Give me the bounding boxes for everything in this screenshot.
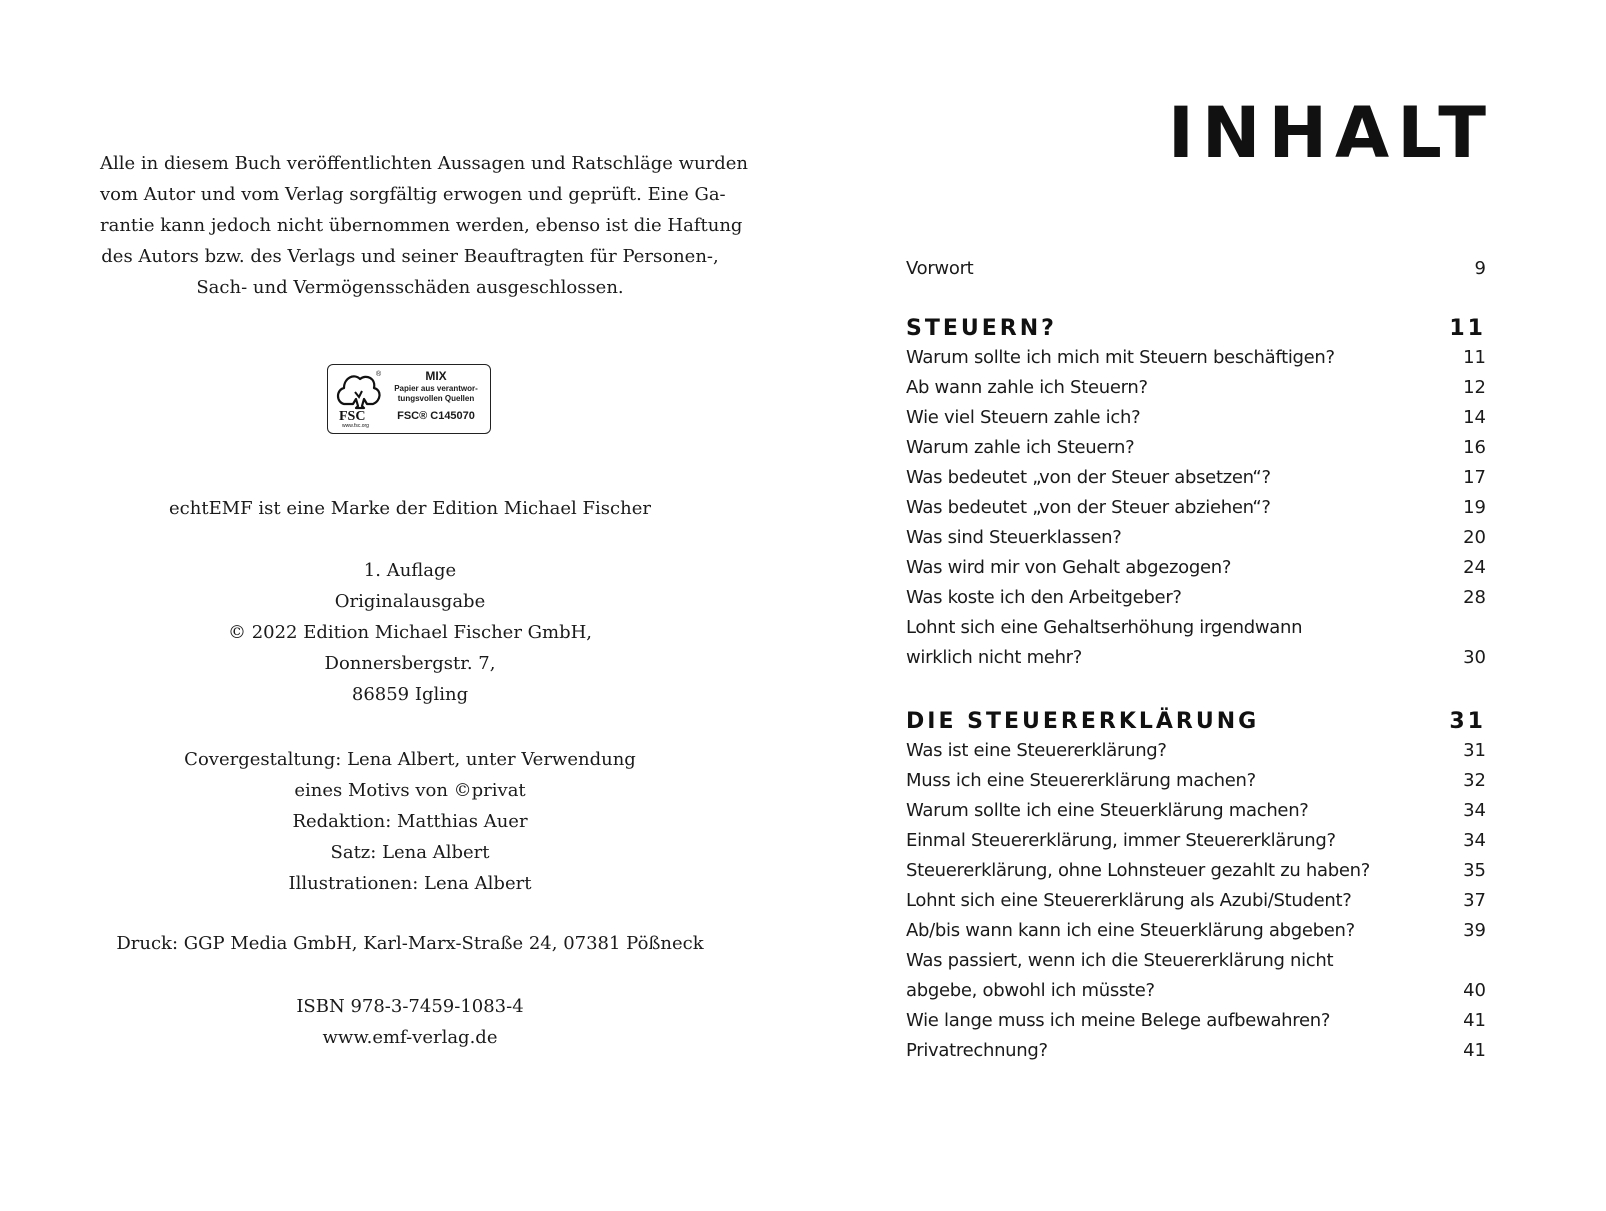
toc-entry-title: Was koste ich den Arbeitgeber?: [906, 587, 1182, 608]
toc-entry-title: Lohnt sich eine Gehaltserhöhung irgendwann: [906, 617, 1303, 638]
credits-line: Illustrationen: Lena Albert: [288, 873, 532, 894]
credits: [100, 744, 720, 899]
toc-entry-page: 40: [1463, 980, 1486, 1001]
publisher-website: www.emf-verlag.de: [322, 1027, 498, 1048]
toc-entry-title: wirklich nicht mehr?: [906, 647, 1083, 668]
toc-entry-title: Was passiert, wenn ich die Steuererklärung nicht: [906, 950, 1334, 971]
brand-line: echtEMF ist eine Marke der Edition Michael Fischer: [169, 498, 651, 519]
toc-entry-title: Was bedeutet „von der Steuer abziehen“?: [906, 497, 1271, 518]
toc-section-title: DIE STEUERERKLÄRUNG: [906, 709, 1260, 734]
toc-entry-title: Wie lange muss ich meine Belege aufbewahren?: [906, 1010, 1331, 1031]
toc-entry-page: 35: [1463, 860, 1486, 881]
toc-entry-title: Privatrechnung?: [906, 1040, 1048, 1061]
toc-entry-title: Wie viel Steuern zahle ich?: [906, 407, 1141, 428]
isbn-line: ISBN 978-3-7459-1083-4: [296, 996, 524, 1017]
toc-entry-title: Warum zahle ich Steuern?: [906, 437, 1135, 458]
credits-line: Redaktion: Matthias Auer: [292, 811, 528, 832]
edition-line: Originalausgabe: [334, 591, 486, 612]
disclaimer-line: Sach- und Vermögensschäden ausgeschlossen.: [196, 277, 624, 298]
toc-entry-page: 12: [1463, 377, 1486, 398]
toc-entry-title: Was wird mir von Gehalt abgezogen?: [906, 557, 1232, 578]
toc-section-title: STEUERN?: [906, 316, 1057, 341]
edition-line: Donnersbergstr. 7,: [324, 653, 496, 674]
toc-entry-title: abgebe, obwohl ich müsste?: [906, 980, 1155, 1001]
fsc-tree-logo: [334, 368, 384, 430]
toc-entry-title: Was ist eine Steuererklärung?: [906, 740, 1167, 761]
fsc-desc-line: tungsvollen Quellen: [397, 394, 475, 403]
toc-entry-page: 30: [1463, 647, 1486, 668]
toc-entry-title: Ab wann zahle ich Steuern?: [906, 377, 1148, 398]
disclaimer-line: Alle in diesem Buch veröffentlichten Aussagen und Ratschläge wurden: [100, 153, 749, 174]
toc-entry-page: 37: [1463, 890, 1486, 911]
imprint-page: [100, 0, 749, 1211]
toc-entry-title: Warum sollte ich mich mit Steuern beschäftigen?: [906, 347, 1335, 368]
credits-line: eines Motivs von ©privat: [294, 780, 526, 801]
toc-entry-page: 24: [1463, 557, 1486, 578]
fsc-logo-text: FSC: [339, 409, 366, 424]
toc-entry-page: 34: [1463, 830, 1486, 851]
fsc-label: [327, 364, 491, 434]
fsc-reg-mark: ®: [376, 371, 382, 378]
disclaimer-line: vom Autor und vom Verlag sorgfältig erwogen und geprüft. Eine Ga-: [100, 184, 726, 205]
edition-line: 1. Auflage: [363, 560, 457, 581]
toc-entry-page: 31: [1463, 740, 1486, 761]
toc-section-page: 11: [1449, 316, 1486, 341]
brand-note: [100, 493, 720, 524]
credits-line: Covergestaltung: Lena Albert, unter Verwendung: [184, 749, 636, 770]
disclaimer-line: rantie kann jedoch nicht übernommen werden, ebenso ist die Haftung: [100, 215, 743, 236]
toc-entry-page: 34: [1463, 800, 1486, 821]
fsc-website: www.fsc.org: [342, 423, 369, 429]
print-line: Druck: GGP Media GmbH, Karl-Marx-Straße 24, 07381 Pößneck: [116, 933, 704, 954]
toc-entry-page: 19: [1463, 497, 1486, 518]
toc-entry-page: 11: [1463, 347, 1486, 368]
toc-entry-title: Was bedeutet „von der Steuer absetzen“?: [906, 467, 1271, 488]
toc-entry-page: 41: [1463, 1010, 1486, 1031]
edition-line: 86859 Igling: [351, 684, 469, 705]
fsc-code: FSC® C145070: [397, 410, 475, 422]
toc-section-page: 31: [1449, 709, 1486, 734]
toc-entry-title: Muss ich eine Steuererklärung machen?: [906, 770, 1256, 791]
toc-entry-title: Ab/bis wann kann ich eine Steuerklärung abgeben?: [906, 920, 1355, 941]
edition-info: [100, 555, 720, 710]
edition-line: © 2022 Edition Michael Fischer GmbH,: [227, 622, 593, 643]
fsc-desc-line: Papier aus verantwor-: [394, 384, 478, 393]
toc-title: INHALT: [1167, 92, 1494, 174]
toc-entry-title: Einmal Steuererklärung, immer Steuererklärung?: [906, 830, 1336, 851]
disclaimer-line: des Autors bzw. des Verlags und seiner Beauftragten für Personen-,: [101, 246, 719, 267]
isbn-info: [100, 991, 720, 1053]
fsc-mix: MIX: [425, 369, 447, 383]
toc-entry-page: 32: [1463, 770, 1486, 791]
toc-entry-page: 41: [1463, 1040, 1486, 1061]
credits-line: Satz: Lena Albert: [330, 842, 490, 863]
toc-entry-title: Vorwort: [906, 258, 974, 279]
toc-entry-page: 9: [1474, 258, 1486, 279]
toc-entry-page: 20: [1463, 527, 1486, 548]
toc-entry-page: 14: [1463, 407, 1486, 428]
toc-entry-title: Was sind Steuerklassen?: [906, 527, 1122, 548]
toc-entry-page: 28: [1463, 587, 1486, 608]
toc-entry-page: 17: [1463, 467, 1486, 488]
print-info: [100, 928, 720, 959]
toc-entry-page: 39: [1463, 920, 1486, 941]
toc-entry-title: Lohnt sich eine Steuererklärung als Azubi/Student?: [906, 890, 1352, 911]
fsc-text: [386, 369, 486, 424]
toc-entry-title: Steuererklärung, ohne Lohnsteuer gezahlt zu haben?: [906, 860, 1370, 881]
toc-entry-title: Warum sollte ich eine Steuerklärung machen?: [906, 800, 1309, 821]
toc-entry-page: 16: [1463, 437, 1486, 458]
toc-page: [906, 0, 1494, 1211]
disclaimer: [100, 148, 749, 303]
